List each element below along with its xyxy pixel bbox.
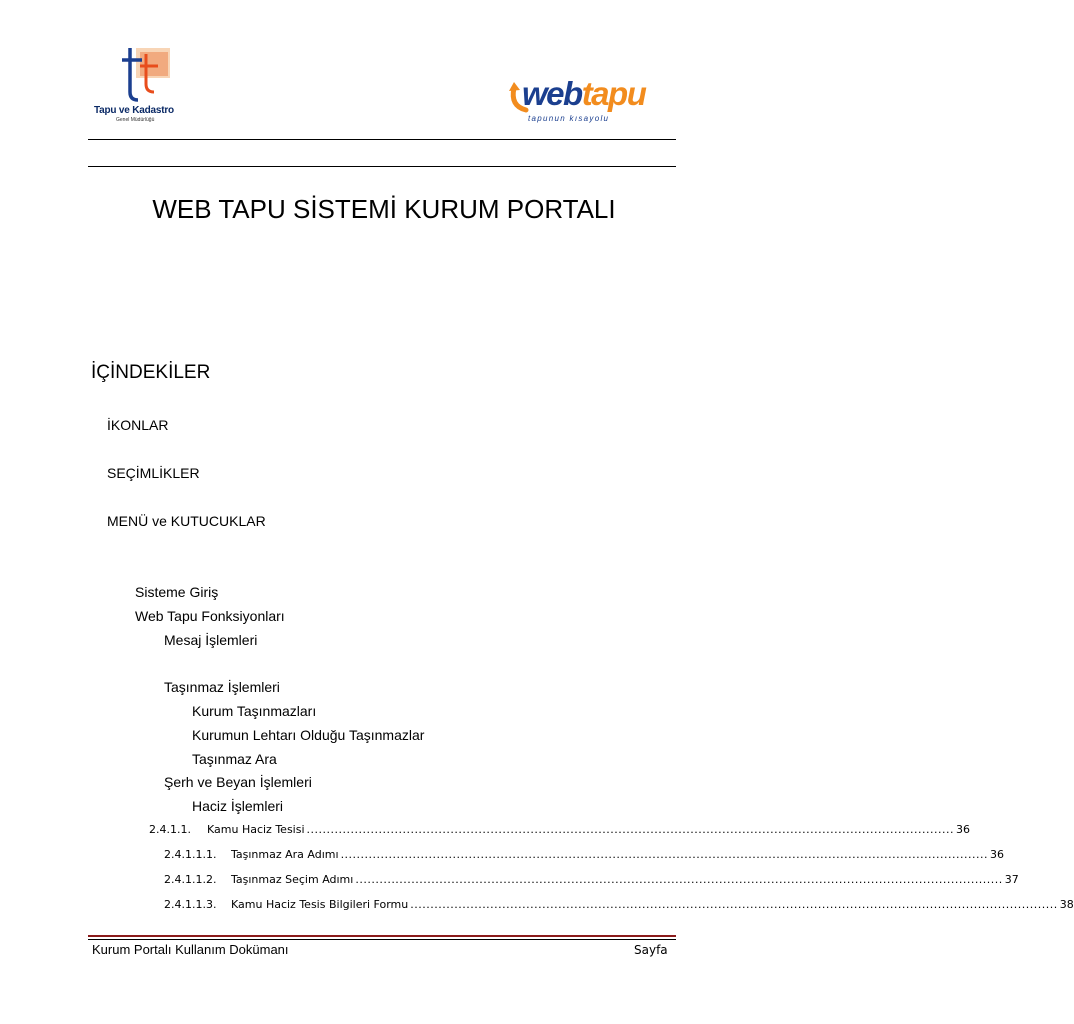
header-rule-top bbox=[88, 139, 676, 140]
footer-doc-name: Kurum Portalı Kullanım Dokümanı bbox=[92, 942, 289, 957]
toc-entry[interactable] bbox=[149, 823, 970, 837]
dot-leader: .................................................................................................................................................................. bbox=[355, 873, 1003, 886]
webtapu-wordmark bbox=[522, 76, 645, 112]
webtapu-logo bbox=[508, 74, 678, 128]
toc-entry-text: Kamu Haciz Tesis Bilgileri Formu bbox=[231, 898, 409, 911]
wordmark-web: web bbox=[522, 75, 582, 112]
toc-entry[interactable] bbox=[164, 873, 1019, 887]
toc-entry-text: Taşınmaz Ara Adımı bbox=[231, 848, 339, 861]
webtapu-tagline: tapunun kısayolu bbox=[528, 114, 610, 123]
toc-entry-text: Taşınmaz Seçim Adımı bbox=[231, 873, 354, 886]
wordmark-tapu: tapu bbox=[581, 75, 646, 112]
header-rule-bottom bbox=[88, 166, 676, 167]
toc-entry[interactable] bbox=[164, 898, 1074, 912]
toc-entry-number: 2.4.1.1. bbox=[149, 823, 191, 836]
toc-item[interactable]: Mesaj İşlemleri bbox=[164, 632, 258, 648]
toc-entry-number: 2.4.1.1.1. bbox=[164, 848, 217, 861]
toc-entry-page: 37 bbox=[1004, 873, 1019, 886]
toc-entry-number: 2.4.1.1.3. bbox=[164, 898, 217, 911]
footer-rule-red bbox=[88, 935, 676, 937]
toc-entry[interactable] bbox=[164, 848, 1005, 862]
toc-item[interactable]: Web Tapu Fonksiyonları bbox=[135, 608, 285, 624]
toc-item[interactable]: Şerh ve Beyan İşlemleri bbox=[164, 774, 312, 790]
toc-entry-page: 36 bbox=[955, 823, 970, 836]
logo-name: Tapu ve Kadastro bbox=[94, 105, 174, 116]
toc-section[interactable]: İKONLAR bbox=[107, 417, 169, 433]
toc-item[interactable]: Sisteme Giriş bbox=[135, 584, 219, 600]
document-title: WEB TAPU SİSTEMİ KURUM PORTALI bbox=[152, 194, 616, 224]
dot-leader: .................................................................................................................................................................. bbox=[340, 848, 989, 861]
toc-item[interactable]: Kurum Taşınmazları bbox=[192, 703, 317, 719]
logo-subtitle: Genel Müdürlüğü bbox=[116, 117, 155, 123]
tk-emblem-icon bbox=[116, 44, 176, 104]
toc-entry-number: 2.4.1.1.2. bbox=[164, 873, 217, 886]
toc-heading: İÇİNDEKİLER bbox=[91, 362, 211, 383]
toc-entry-text: Kamu Haciz Tesisi bbox=[207, 823, 305, 836]
dot-leader: .................................................................................................................................................................. bbox=[306, 823, 954, 836]
toc-item[interactable]: Taşınmaz İşlemleri bbox=[164, 679, 280, 695]
toc-item[interactable]: Taşınmaz Ara bbox=[192, 751, 277, 767]
toc-entry-page: 38 bbox=[1059, 898, 1074, 911]
tapu-kadastro-logo bbox=[94, 44, 194, 124]
toc-item[interactable]: Haciz İşlemleri bbox=[192, 798, 284, 814]
footer-rule-black bbox=[88, 939, 676, 940]
footer-page-label: Sayfa bbox=[634, 943, 668, 957]
toc-entry-page: 36 bbox=[990, 848, 1005, 861]
toc-item[interactable]: Kurumun Lehtarı Olduğu Taşınmazlar bbox=[192, 727, 425, 743]
toc-section[interactable]: SEÇİMLİKLER bbox=[107, 465, 200, 481]
toc-section[interactable]: MENÜ ve KUTUCUKLAR bbox=[107, 513, 266, 529]
dot-leader: .................................................................................................................................................................. bbox=[410, 898, 1058, 911]
